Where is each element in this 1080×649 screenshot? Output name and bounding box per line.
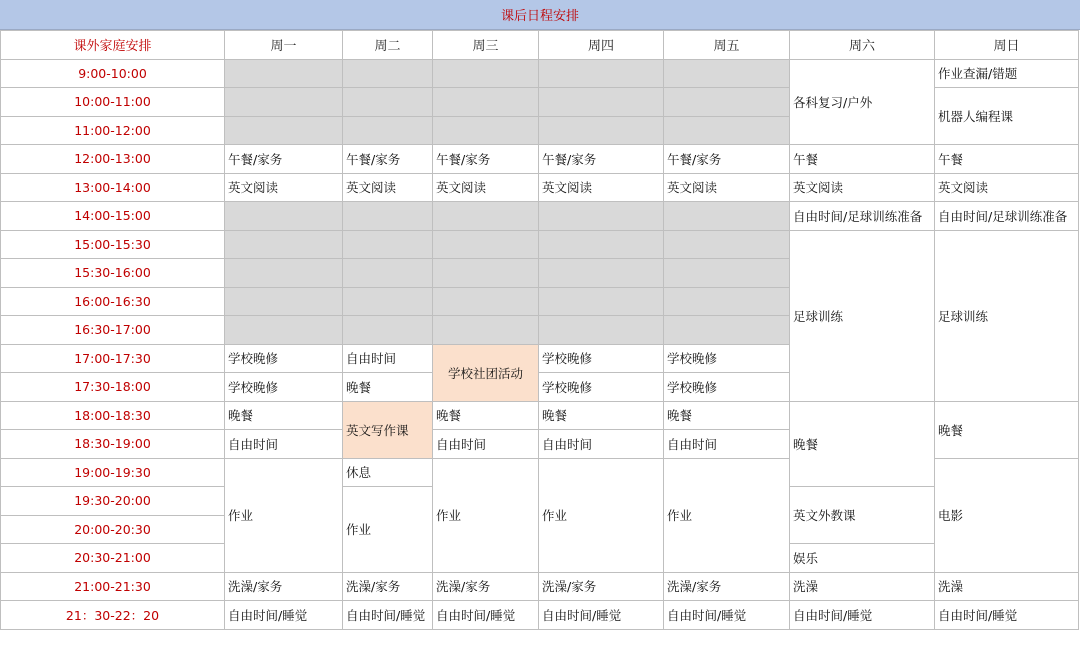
english-reading-cell[interactable]: 英文阅读	[664, 173, 790, 202]
free-time-cell[interactable]: 自由时间	[433, 430, 539, 459]
lunch-cell[interactable]: 午餐/家务	[664, 145, 790, 174]
time-cell[interactable]: 20:00-20:30	[1, 515, 225, 544]
school-cell[interactable]	[433, 202, 539, 231]
header-day-fri[interactable]: 周五	[664, 31, 790, 60]
school-cell[interactable]	[433, 316, 539, 345]
school-cell[interactable]	[539, 59, 664, 88]
school-cell[interactable]	[225, 59, 343, 88]
time-cell[interactable]: 12:00-13:00	[1, 145, 225, 174]
sun-dinner-cell[interactable]: 晚餐	[935, 401, 1079, 458]
school-cell[interactable]	[225, 116, 343, 145]
free-time-cell[interactable]: 自由时间	[343, 344, 433, 373]
time-cell[interactable]: 9:00-10:00	[1, 59, 225, 88]
sat-dinner-cell[interactable]: 晚餐	[790, 401, 935, 487]
sat-free-prep-cell[interactable]: 自由时间/足球训练准备	[790, 202, 935, 231]
school-cell[interactable]	[433, 116, 539, 145]
time-cell[interactable]: 14:00-15:00	[1, 202, 225, 231]
time-cell[interactable]: 15:30-16:00	[1, 259, 225, 288]
table-row	[1, 572, 1079, 601]
english-reading-cell[interactable]: 英文阅读	[935, 173, 1079, 202]
english-reading-cell[interactable]: 英文阅读	[343, 173, 433, 202]
header-corner[interactable]: 课外家庭安排	[1, 31, 225, 60]
school-study-cell[interactable]: 学校晚修	[539, 373, 664, 402]
table-row	[1, 145, 1079, 174]
time-cell[interactable]: 17:30-18:00	[1, 373, 225, 402]
sun-movie-cell[interactable]: 电影	[935, 458, 1079, 572]
school-cell[interactable]	[664, 88, 790, 117]
dinner-cell[interactable]: 晚餐	[343, 373, 433, 402]
school-cell[interactable]	[343, 59, 433, 88]
school-cell[interactable]	[664, 116, 790, 145]
school-study-cell[interactable]: 学校晚修	[225, 373, 343, 402]
sun-bath-cell[interactable]: 洗澡	[935, 572, 1079, 601]
sat-fun-cell[interactable]: 娱乐	[790, 544, 935, 573]
time-cell[interactable]: 16:30-17:00	[1, 316, 225, 345]
school-study-cell[interactable]: 学校晚修	[664, 373, 790, 402]
header-day-sat[interactable]: 周六	[790, 31, 935, 60]
free-sleep-cell[interactable]: 自由时间/睡觉	[343, 601, 433, 630]
school-cell[interactable]	[539, 259, 664, 288]
table-row	[1, 230, 1079, 259]
free-time-cell[interactable]: 自由时间	[539, 430, 664, 459]
school-study-cell[interactable]: 学校晚修	[225, 344, 343, 373]
sheet-title: 课后日程安排	[0, 0, 1080, 30]
schedule-table	[0, 30, 1079, 630]
sat-bath-cell[interactable]: 洗澡	[790, 572, 935, 601]
header-day-thu[interactable]: 周四	[539, 31, 664, 60]
school-cell[interactable]	[539, 202, 664, 231]
time-cell[interactable]: 13:00-14:00	[1, 173, 225, 202]
school-cell[interactable]	[343, 116, 433, 145]
school-cell[interactable]	[225, 230, 343, 259]
time-cell[interactable]: 19:30-20:00	[1, 487, 225, 516]
english-reading-cell[interactable]: 英文阅读	[225, 173, 343, 202]
header-day-wed[interactable]: 周三	[433, 31, 539, 60]
school-cell[interactable]	[433, 59, 539, 88]
free-time-cell[interactable]: 自由时间	[664, 430, 790, 459]
english-reading-cell[interactable]: 英文阅读	[539, 173, 664, 202]
sat-review-cell[interactable]: 各科复习/户外	[790, 59, 935, 145]
time-cell[interactable]: 11:00-12:00	[1, 116, 225, 145]
sat-lunch-cell[interactable]: 午餐	[790, 145, 935, 174]
time-cell[interactable]: 10:00-11:00	[1, 88, 225, 117]
table-row	[1, 173, 1079, 202]
table-row	[1, 601, 1079, 630]
header-row	[1, 31, 1079, 60]
lunch-cell[interactable]: 午餐/家务	[539, 145, 664, 174]
table-row	[1, 401, 1079, 430]
time-cell[interactable]: 16:00-16:30	[1, 287, 225, 316]
school-cell[interactable]	[664, 202, 790, 231]
time-cell[interactable]: 19:00-19:30	[1, 458, 225, 487]
free-sleep-cell[interactable]: 自由时间/睡觉	[664, 601, 790, 630]
sat-football-cell[interactable]: 足球训练	[790, 230, 935, 401]
english-reading-cell[interactable]: 英文阅读	[433, 173, 539, 202]
school-cell[interactable]	[343, 316, 433, 345]
school-cell[interactable]	[343, 259, 433, 288]
time-cell[interactable]: 15:00-15:30	[1, 230, 225, 259]
dinner-cell[interactable]: 晚餐	[225, 401, 343, 430]
table-row	[1, 202, 1079, 231]
bath-chores-cell[interactable]: 洗澡/家务	[225, 572, 343, 601]
homework-cell[interactable]: 作业	[343, 487, 433, 573]
school-cell[interactable]	[664, 287, 790, 316]
homework-cell[interactable]: 作业	[539, 458, 664, 572]
school-study-cell[interactable]: 学校晚修	[664, 344, 790, 373]
sun-free-prep-cell[interactable]: 自由时间/足球训练准备	[935, 202, 1079, 231]
free-sleep-cell[interactable]: 自由时间/睡觉	[790, 601, 935, 630]
school-cell[interactable]	[539, 88, 664, 117]
school-cell[interactable]	[343, 287, 433, 316]
school-cell[interactable]	[433, 259, 539, 288]
school-cell[interactable]	[539, 230, 664, 259]
bath-chores-cell[interactable]: 洗澡/家务	[539, 572, 664, 601]
school-cell[interactable]	[433, 230, 539, 259]
header-day-sun[interactable]: 周日	[935, 31, 1079, 60]
homework-cell[interactable]: 作业	[664, 458, 790, 572]
lunch-cell[interactable]: 午餐/家务	[433, 145, 539, 174]
school-cell[interactable]	[664, 230, 790, 259]
school-cell[interactable]	[433, 88, 539, 117]
sun-football-cell[interactable]: 足球训练	[935, 230, 1079, 401]
rest-cell[interactable]: 休息	[343, 458, 433, 487]
free-sleep-cell[interactable]: 自由时间/睡觉	[539, 601, 664, 630]
free-sleep-cell[interactable]: 自由时间/睡觉	[433, 601, 539, 630]
school-study-cell[interactable]: 学校晚修	[539, 344, 664, 373]
school-cell[interactable]	[664, 259, 790, 288]
school-cell[interactable]	[664, 59, 790, 88]
dinner-cell[interactable]: 晚餐	[539, 401, 664, 430]
school-cell[interactable]	[539, 316, 664, 345]
school-cell[interactable]	[225, 88, 343, 117]
header-day-tue[interactable]: 周二	[343, 31, 433, 60]
homework-cell[interactable]: 作业	[225, 458, 343, 572]
time-cell[interactable]: 18:30-19:00	[1, 430, 225, 459]
lunch-cell[interactable]: 午餐/家务	[343, 145, 433, 174]
time-cell[interactable]: 18:00-18:30	[1, 401, 225, 430]
table-row	[1, 59, 1079, 88]
school-cell[interactable]	[225, 316, 343, 345]
free-time-cell[interactable]: 自由时间	[225, 430, 343, 459]
school-cell[interactable]	[343, 230, 433, 259]
sat-english-foreign-cell[interactable]: 英文外教课	[790, 487, 935, 544]
school-cell[interactable]	[225, 202, 343, 231]
school-cell[interactable]	[225, 287, 343, 316]
club-activity-cell[interactable]: 学校社团活动	[433, 344, 539, 401]
header-day-mon[interactable]: 周一	[225, 31, 343, 60]
lunch-cell[interactable]: 午餐/家务	[225, 145, 343, 174]
dinner-cell[interactable]: 晚餐	[664, 401, 790, 430]
english-reading-cell[interactable]: 英文阅读	[790, 173, 935, 202]
dinner-cell[interactable]: 晚餐	[433, 401, 539, 430]
bath-chores-cell[interactable]: 洗澡/家务	[433, 572, 539, 601]
free-sleep-cell[interactable]: 自由时间/睡觉	[225, 601, 343, 630]
school-cell[interactable]	[664, 316, 790, 345]
school-cell[interactable]	[433, 287, 539, 316]
sun-homework-check-cell[interactable]: 作业查漏/错题	[935, 59, 1079, 88]
homework-cell[interactable]: 作业	[433, 458, 539, 572]
sun-robot-cell[interactable]: 机器人编程课	[935, 88, 1079, 145]
school-cell[interactable]	[539, 116, 664, 145]
school-cell[interactable]	[539, 287, 664, 316]
time-cell[interactable]: 17:00-17:30	[1, 344, 225, 373]
school-cell[interactable]	[343, 88, 433, 117]
time-cell[interactable]: 21:00-21:30	[1, 572, 225, 601]
time-cell[interactable]: 20:30-21:00	[1, 544, 225, 573]
bath-chores-cell[interactable]: 洗澡/家务	[343, 572, 433, 601]
school-cell[interactable]	[225, 259, 343, 288]
bath-chores-cell[interactable]: 洗澡/家务	[664, 572, 790, 601]
english-writing-cell[interactable]: 英文写作课	[343, 401, 433, 458]
time-cell[interactable]: 21：30-22：20	[1, 601, 225, 630]
free-sleep-cell[interactable]: 自由时间/睡觉	[935, 601, 1079, 630]
school-cell[interactable]	[343, 202, 433, 231]
sun-lunch-cell[interactable]: 午餐	[935, 145, 1079, 174]
